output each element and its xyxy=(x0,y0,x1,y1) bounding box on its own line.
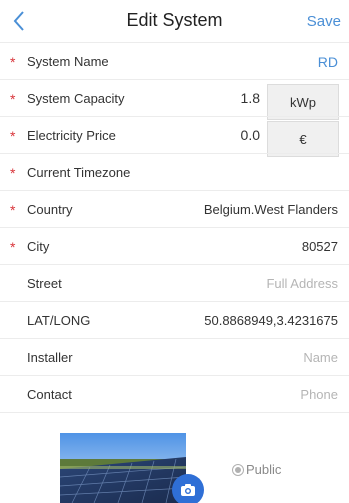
contact-label: Contact xyxy=(27,387,72,402)
installer-input[interactable]: Name xyxy=(303,350,338,365)
required-marker: * xyxy=(10,128,16,144)
country-row[interactable] xyxy=(0,190,349,227)
required-marker: * xyxy=(10,202,16,218)
system-photo xyxy=(60,433,186,503)
required-marker: * xyxy=(10,91,16,107)
divider xyxy=(0,412,349,413)
latlong-label: LAT/LONG xyxy=(27,313,91,328)
required-marker: * xyxy=(10,239,16,255)
installer-row[interactable] xyxy=(0,338,349,375)
electricity-price-label: Electricity Price xyxy=(27,128,116,143)
street-label: Street xyxy=(27,276,62,291)
capacity-unit-box xyxy=(267,84,339,120)
current-timezone-row[interactable] xyxy=(0,153,349,190)
country-value[interactable]: Belgium.West Flanders xyxy=(203,202,338,217)
installer-label: Installer xyxy=(27,350,73,365)
city-row[interactable] xyxy=(0,227,349,264)
public-radio[interactable] xyxy=(232,462,281,477)
system-capacity-label: System Capacity xyxy=(27,91,125,106)
system-name-label: System Name xyxy=(27,54,109,69)
currency-unit-box[interactable] xyxy=(267,121,339,157)
public-label: Public xyxy=(246,462,282,477)
system-name-input[interactable]: RD xyxy=(317,54,338,70)
city-label: City xyxy=(27,239,50,254)
electricity-price-row xyxy=(0,116,349,153)
solar-panel-image xyxy=(60,433,186,503)
electricity-price-input[interactable]: 0.0 xyxy=(240,127,260,143)
latlong-row[interactable] xyxy=(0,301,349,338)
country-label: Country xyxy=(27,202,73,217)
camera-icon xyxy=(180,483,196,497)
save-button[interactable]: Save xyxy=(306,13,341,30)
contact-input[interactable]: Phone xyxy=(300,387,338,402)
city-value[interactable]: 80527 xyxy=(301,239,338,254)
system-capacity-input[interactable]: 1.8 xyxy=(240,90,260,106)
street-input[interactable]: Full Address xyxy=(266,276,338,291)
page-title: Edit System xyxy=(126,10,223,30)
contact-row[interactable] xyxy=(0,375,349,412)
capacity-unit-label: kWp xyxy=(290,94,316,110)
navigation-bar xyxy=(0,0,349,42)
latlong-value[interactable]: 50.8868949,3.4231675 xyxy=(204,313,338,328)
radio-icon xyxy=(232,464,244,476)
current-timezone-label: Current Timezone xyxy=(27,165,131,180)
currency-unit-label: € xyxy=(299,131,307,147)
camera-button[interactable] xyxy=(172,474,204,503)
system-name-row[interactable] xyxy=(0,42,349,79)
system-capacity-row xyxy=(0,79,349,116)
required-marker: * xyxy=(10,165,16,181)
required-marker: * xyxy=(10,54,16,70)
street-row[interactable] xyxy=(0,264,349,301)
